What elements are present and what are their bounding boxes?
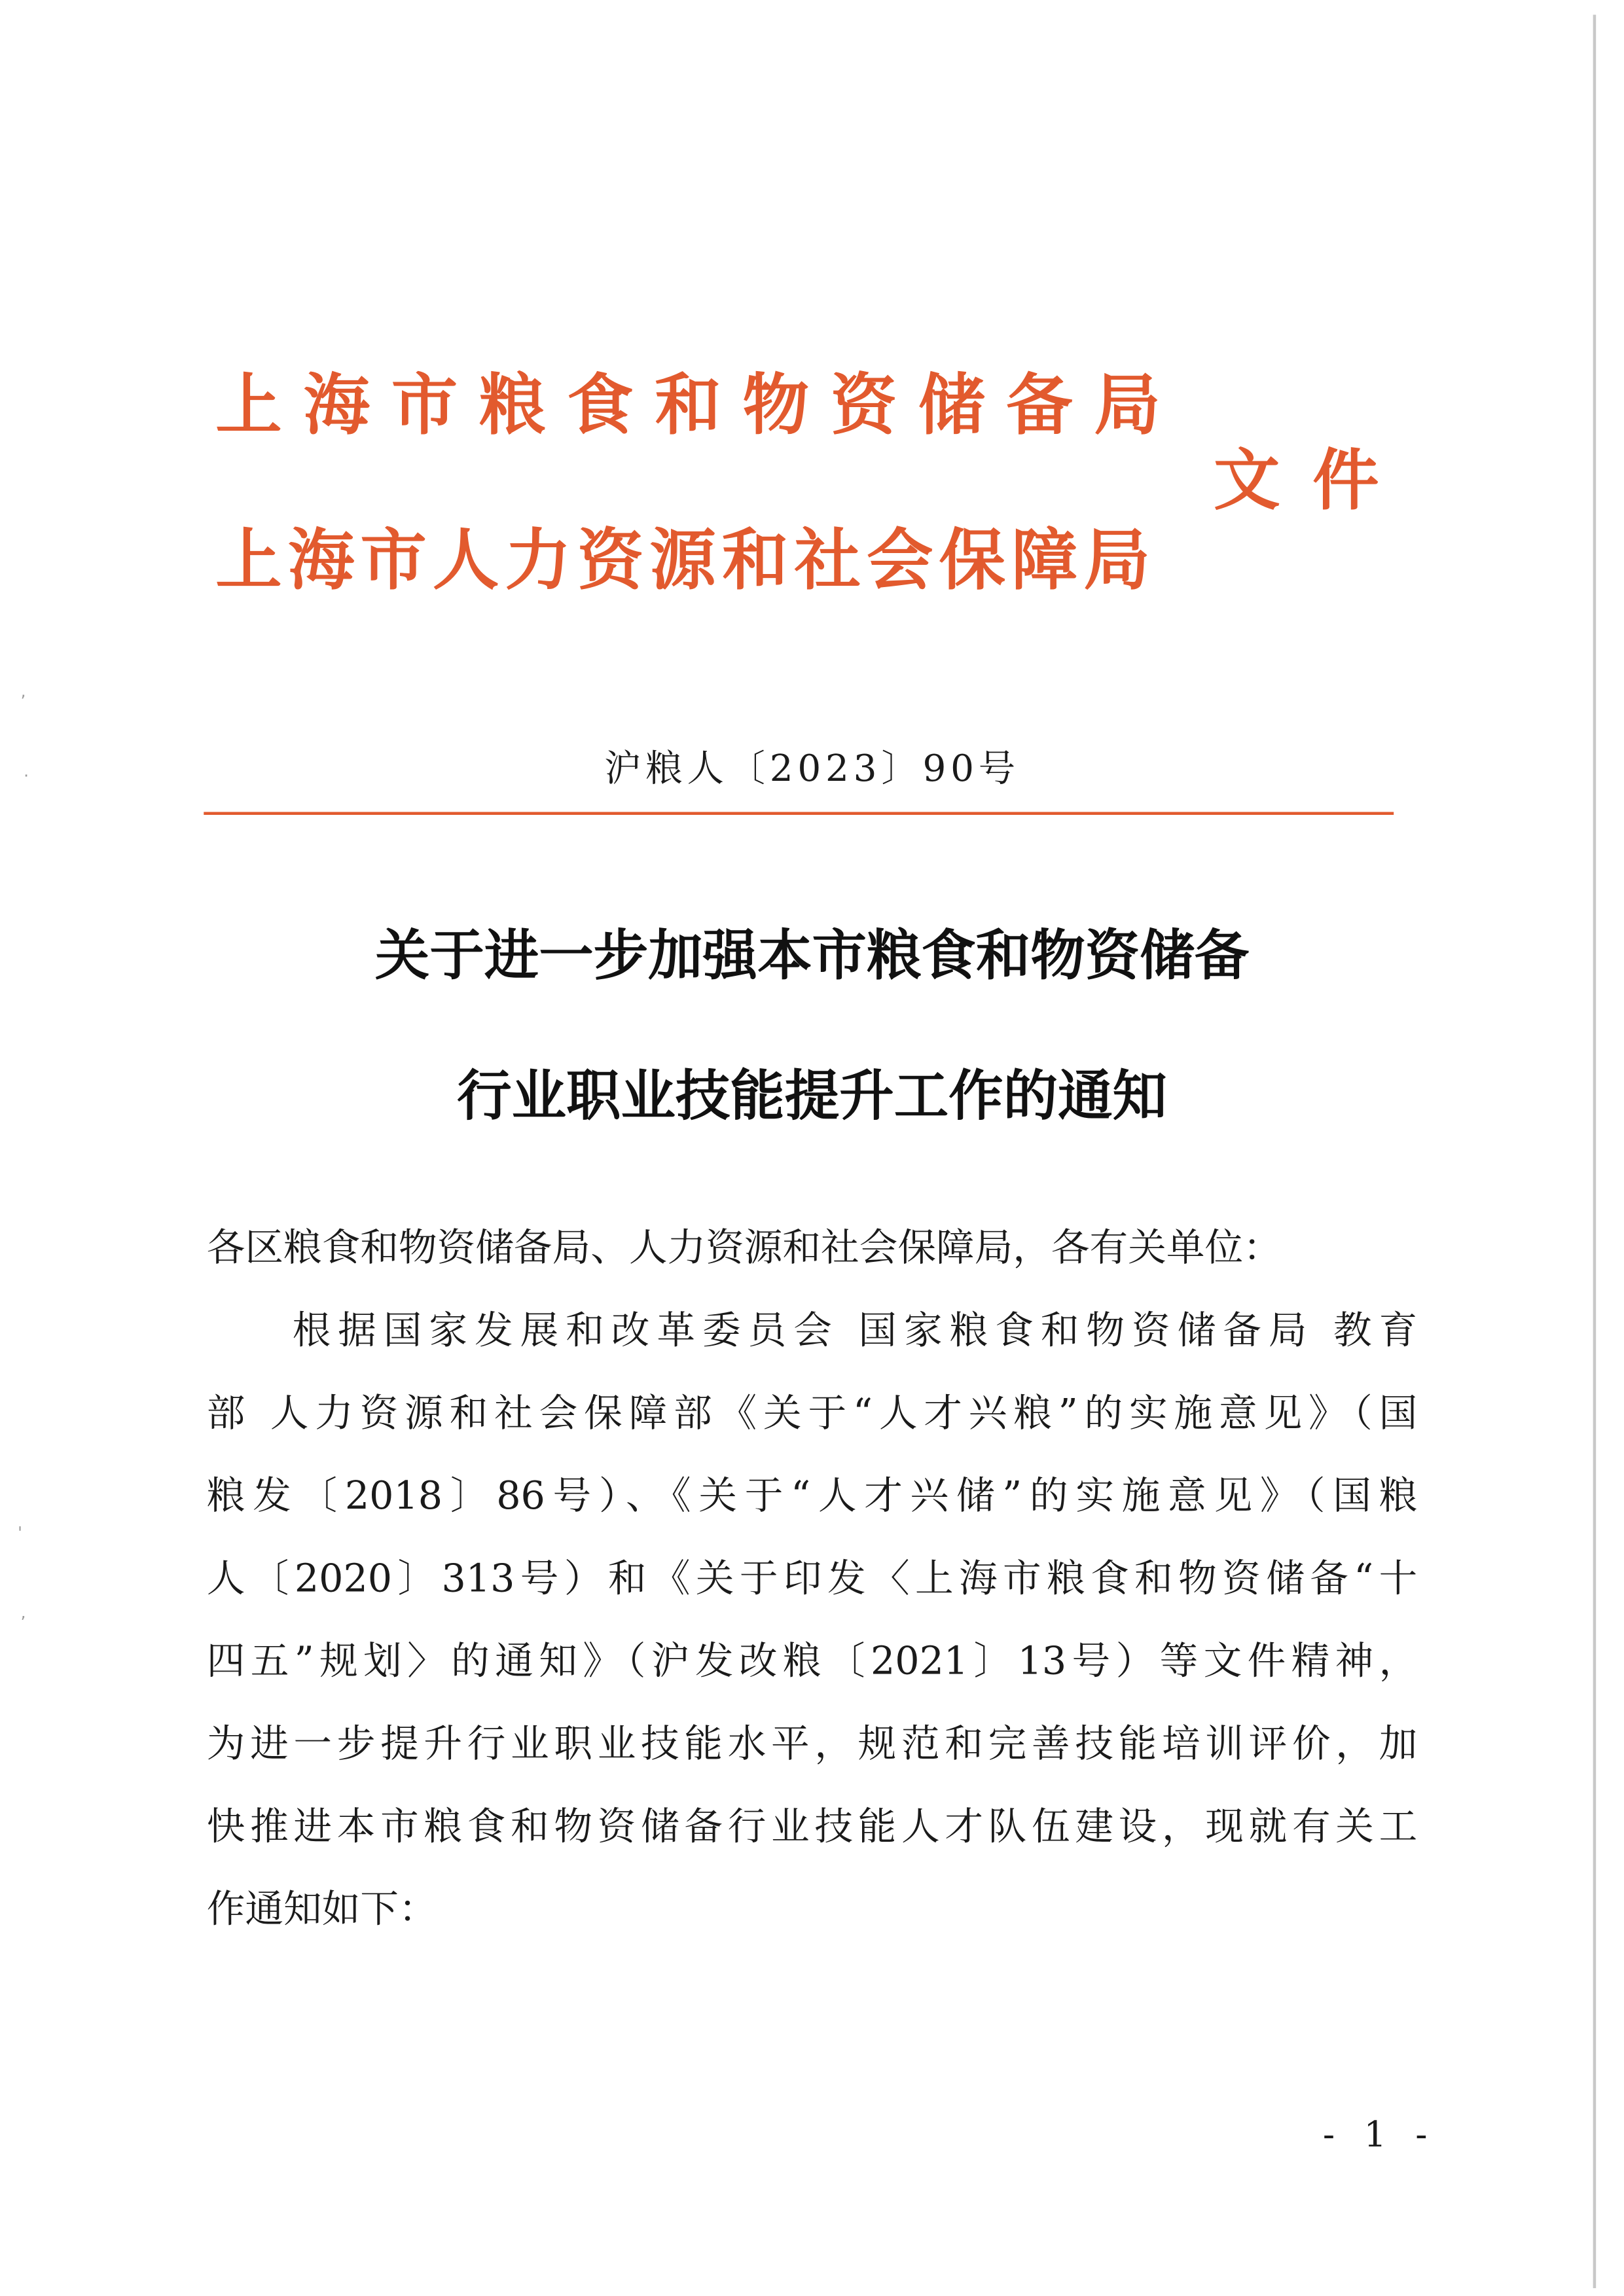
scan-speck: . [24, 761, 29, 781]
scan-edge-line [1593, 15, 1597, 2288]
body-line: 快推进本市粮食和物资储备行业技能人才队伍建设，现就有关工 [206, 1805, 1418, 1850]
body-line: 部 人力资源和社会保障部《关于“人才兴粮”的实施意见》（国 [206, 1391, 1418, 1437]
scan-speck: ' [18, 1523, 22, 1543]
body-line: 根据国家发展和改革委员会 国家粮食和物资储备局 教育 [292, 1309, 1418, 1354]
scan-speck: , [20, 682, 26, 702]
document-number: 沪粮人〔2023〕90号 [604, 747, 1020, 790]
body-line: 粮发〔2018〕86号）、《关于“人才兴储”的实施意见》（国粮 [206, 1475, 1418, 1519]
body-line: 为进一步提升行业职业技能水平，规范和完善技能培训评价，加 [206, 1723, 1418, 1767]
document-word: 文件 [1214, 440, 1412, 519]
page-number: - 1 - [1322, 2113, 1437, 2156]
document-title-line-1: 关于进一步加强本市粮食和物资储备 [374, 924, 1250, 988]
salutation: 各区粮食和物资储备局、人力资源和社会保障局，各有关单位： [206, 1227, 1282, 1271]
body-line: 作通知如下： [206, 1888, 437, 1933]
body-line: 人〔2020〕313号）和《关于印发〈上海市粮食和物资储备“十 [206, 1557, 1418, 1602]
scan-speck: , [20, 1603, 26, 1623]
document-title-line-2: 行业职业技能提升工作的通知 [457, 1064, 1167, 1128]
body-line: 四五”规划〉的通知》（沪发改粮〔2021〕13号）等文件精神， [206, 1640, 1418, 1685]
issuer-grain-bureau: 上海市粮食和物资储备局 [215, 365, 1182, 444]
red-separator-line [204, 812, 1394, 816]
issuer-hr-bureau: 上海市人力资源和社会保障局 [215, 520, 1157, 599]
